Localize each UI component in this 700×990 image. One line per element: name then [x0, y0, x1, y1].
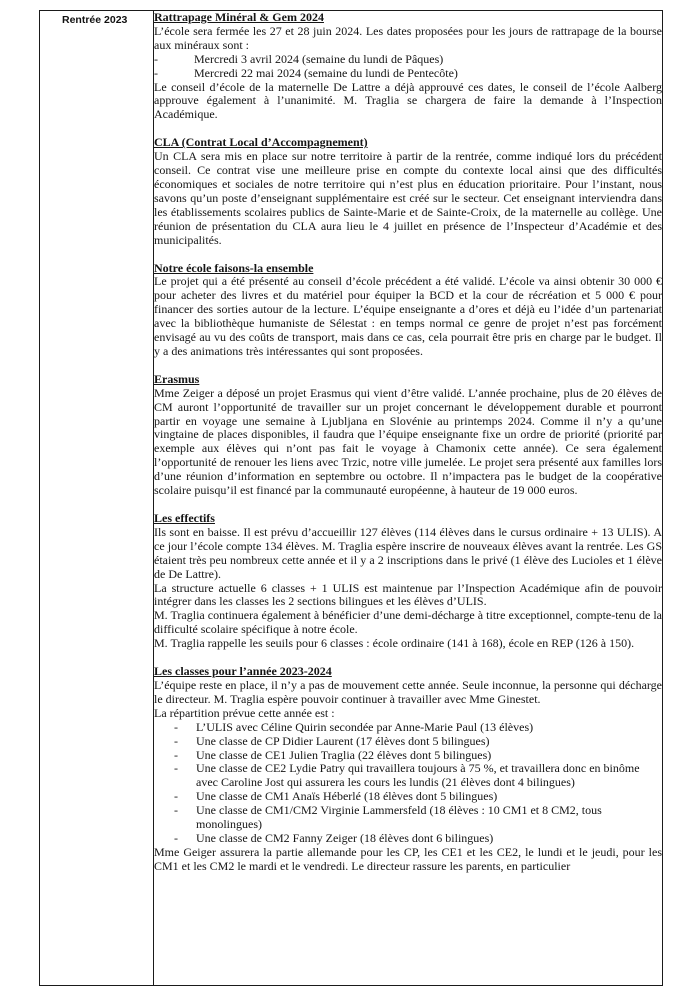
- paragraph: Mme Zeiger a déposé un projet Erasmus qui vient d’être validé. L’année prochaine, plus de 20 élèves de CM auront l’opportunité de travailler sur un projet concernant le développement durable et pourront partir en voyage une semaine à Ljubljana en Slovénie au printemps 2024. Comme il n’y a qu’une vingtaine de places disponibles, il faudra que l’équipe enseignante fixe un ordre de priorité (priorité par exemple aux élèves qui n’ont pas fait le voyage à Chamonix cette année). Ce sera également l’opportunité de renouer les liens avec Trzic, notre ville jumelée. Le projet sera présenté aux familles lors d’une réunion d’information en septembre ou octobre. Il n’impactera pas le budget de la coopérative scolaire puisqu’il est financé par la communauté européenne, à hauteur de 19 000 euros.: [154, 385, 662, 498]
- paragraph: Mme Geiger assurera la partie allemande pour les CP, les CE1 et les CE2, le lundi et le jeudi, pour les CM1 et les CM2 le mardi et le vendredi. Le directeur rassure les parents, en particulier: [154, 844, 662, 873]
- list-item-text: Une classe de CM1 Anaïs Héberlé (18 élèves dont 5 bilingues): [196, 789, 498, 804]
- paragraph: Le projet qui a été présenté au conseil d’école précédent a été validé. L’école va ainsi obtenir 30 000 € pour acheter des livres et du matériel pour équiper la BCD et la cour de récréation et 5 000 € pour financer des sorties autour de la lecture. L’équipe enseignante a d’ores et déjà eu l’idée d’un partenariat avec la bibliothèque humaniste de Sélestat : en temps normal ce genre de projet n’est pas forcément envisagé au vu des coûts de transport, mais dans ce cas, cela pourrait être pris en charge par le budget. Il y a des animations très intéressantes qui sont proposées.: [154, 274, 662, 358]
- list-item: [154, 721, 662, 735]
- dash-bullet: -: [154, 65, 158, 80]
- class-list: [154, 721, 662, 846]
- section-erasmus: [154, 373, 662, 498]
- dash-bullet: -: [174, 803, 178, 818]
- dash-bullet: -: [174, 789, 178, 804]
- section-effectifs: [154, 512, 662, 651]
- list-item-text: Une classe de CE2 Lydie Patry qui travaillera toujours à 75 %, et travaillera donc en binôme avec Caroline Jost qui assurera les cours les lundis (21 élèves dont 4 bilingues): [196, 761, 640, 790]
- list-item: [154, 762, 662, 790]
- paragraph: Ils sont en baisse. Il est prévu d’accueillir 127 élèves (114 élèves dans le cursus ordinaire + 13 ULIS). A ce jour l’école compte 134 élèves. M. Traglia espère inscrire de nouveaux élèves avant la rentrée. Les GS étaient très peu nombreux cette année et il y a 2 inscriptions dans le privé (1 élève des Lucioles et 1 élève de De Lattre).: [154, 524, 662, 581]
- dash-bullet: -: [174, 719, 178, 734]
- list-item: [154, 832, 662, 846]
- minutes-table: [39, 10, 663, 986]
- list-item: [154, 749, 662, 763]
- section-notre-ecole: [154, 262, 662, 359]
- list-item: [154, 735, 662, 749]
- dash-bullet: -: [174, 747, 178, 762]
- list-item: [154, 67, 662, 81]
- section-heading: Les effectifs: [154, 511, 215, 525]
- paragraph: Le conseil d’école de la maternelle De Lattre a déjà approuvé ces dates, le conseil de l’école Aalberg approuve également à l’unanimité. M. Traglia se chargera de faire la demande à l’Inspection Académique.: [154, 79, 662, 122]
- paragraph: La structure actuelle 6 classes + 1 ULIS est maintenue par l’Inspection Académique afin de pouvoir intégrer dans les classes les 2 sections bilingues et les élèves d’ULIS.: [154, 580, 662, 609]
- section-classes: [154, 665, 662, 874]
- paragraph: L’équipe reste en place, il n’y a pas de mouvement cette année. Seule inconnue, la personne qui décharge le directeur. M. Traglia espère pouvoir continuer à travailler avec Mme Ginestet.: [154, 677, 662, 706]
- section-heading: Rattrapage Minéral & Gem 2024: [154, 10, 324, 24]
- dash-bullet: -: [174, 830, 178, 845]
- section-cla: [154, 136, 662, 247]
- list-item-text: Une classe de CP Didier Laurent (17 élèves dont 5 bilingues): [196, 733, 490, 748]
- list-item-text: Mercredi 3 avril 2024 (semaine du lundi de Pâques): [194, 51, 444, 66]
- rentree-label: Rentrée 2023: [62, 14, 128, 26]
- paragraph: L’école sera fermée les 27 et 28 juin 2024. Les dates proposées pour les jours de rattrapage de la bourse aux minéraux sont :: [154, 23, 662, 52]
- right-column: [154, 11, 663, 986]
- list-item-text: Une classe de CM1/CM2 Virginie Lammersfeld (18 élèves : 10 CM1 et 8 CM2, tous monolingues): [196, 803, 602, 832]
- section-heading: Les classes pour l’année 2023-2024: [154, 664, 332, 679]
- section-rattrapage: [154, 11, 662, 122]
- list-item: [154, 790, 662, 804]
- left-column: [40, 11, 154, 986]
- dash-bullet: -: [154, 51, 158, 66]
- dash-bullet: -: [174, 761, 178, 776]
- list-item-text: Une classe de CM2 Fanny Zeiger (18 élèves dont 6 bilingues): [196, 830, 494, 845]
- list-item-text: Mercredi 22 mai 2024 (semaine du lundi de Pentecôte): [194, 65, 458, 80]
- section-heading: CLA (Contrat Local d’Accompagnement): [154, 135, 368, 150]
- minutes-content: [154, 11, 662, 874]
- dash-bullet: -: [174, 733, 178, 748]
- paragraph: Un CLA sera mis en place sur notre territoire à partir de la rentrée, comme indiqué lors du précédent conseil. Ce contrat vise une meilleure prise en compte du contexte local ainsi que des difficultés économiques et sociales de notre territoire qui n’est plus en éducation prioritaire. Pour l’instant, nous savons qu’un poste d’enseignant supplémentaire est créé sur le secteur. Cet enseignant interviendra dans les établissements scolaires publics de Sainte-Marie et de Sainte-Croix, de la maternelle au collège. Une réunion de présentation du CLA aura lieu le 4 juillet en présence de l’Inspecteur d’Académie et des municipalités.: [154, 149, 662, 247]
- section-heading: Erasmus: [154, 371, 200, 386]
- paragraph: La répartition prévue cette année est :: [154, 705, 335, 720]
- list-item-text: L’ULIS avec Céline Quirin secondée par Anne-Marie Paul (13 élèves): [196, 719, 534, 734]
- section-heading: Notre école faisons-la ensemble: [154, 260, 314, 275]
- date-list: [154, 53, 662, 81]
- list-item: [154, 53, 662, 67]
- list-item-text: Une classe de CE1 Julien Traglia (22 élèves dont 5 bilingues): [196, 747, 492, 762]
- list-item: [154, 804, 662, 832]
- paragraph: M. Traglia continuera également à bénéficier d’une demi-décharge à titre exceptionnel, compte-tenu de la difficulté scolaire spécifique à notre école.: [154, 608, 662, 637]
- paragraph: M. Traglia rappelle les seuils pour 6 classes : école ordinaire (141 à 168), école en REP (126 à 150).: [154, 636, 635, 651]
